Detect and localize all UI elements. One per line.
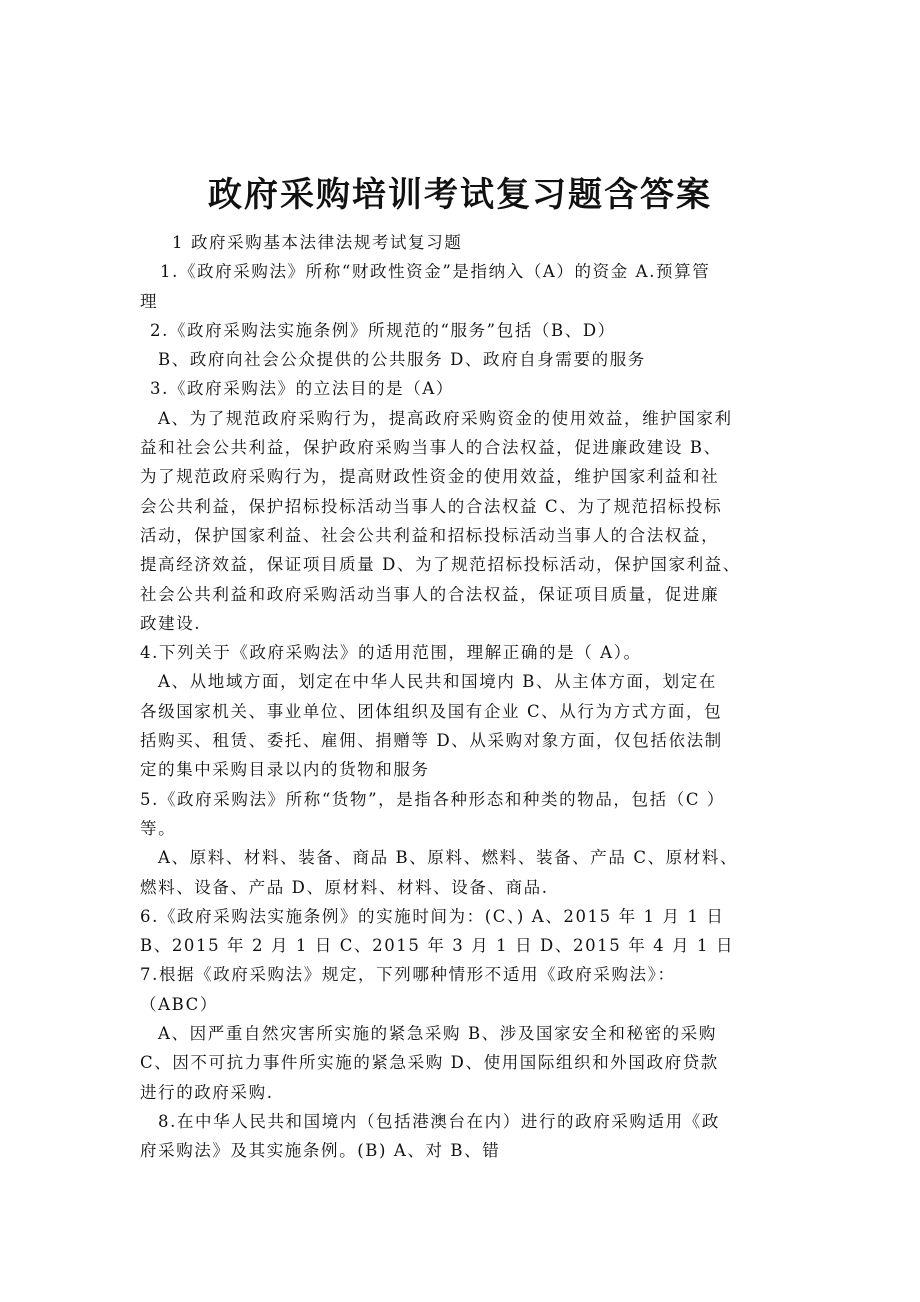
question-2-options: B、政府向社会公众提供的公共服务 D、政府自身需要的服务 (158, 350, 646, 370)
question-3-options-cont: 社会公共利益和政府采购活动当事人的合法权益，保证项目质量，促进廉 (140, 584, 720, 604)
question-7-options-cont: 进行的政府采购. (140, 1082, 274, 1102)
document-body (140, 228, 790, 1166)
question-4-options-cont: 定的集中采购目录以内的货物和服务 (140, 760, 430, 780)
question-7: 7.根据《政府采购法》规定，下列哪种情形不适用《政府采购法》： (140, 965, 676, 985)
question-6-options: B、2015 年 2 月 1 日 C、2015 年 3 月 1 日 D、2015 年 4 月 1 日 (140, 936, 735, 956)
question-8-cont: 府采购法》及其实施条例。(B) A、对 B、错 (140, 1141, 501, 1161)
question-5-cont: 等。 (140, 818, 177, 838)
question-4-options-cont: 各级国家机关、事业单位、团体组织及国有企业 C、从行为方式方面，包 (140, 701, 723, 721)
question-5-options: A、原料、材料、装备、商品 B、原料、燃料、装备、产品 C、原材料、 (158, 848, 739, 868)
question-3: 3.《政府采购法》的立法目的是（A） (150, 379, 454, 399)
question-1-cont: 理 (140, 291, 159, 311)
question-2: 2.《政府采购法实施条例》所规范的“服务”包括（B、D） (150, 320, 616, 340)
question-3-options-cont: 活动，保护国家利益、社会公共利益和招标投标活动当事人的合法权益， (140, 525, 720, 545)
question-7-options: A、因严重自然灾害所实施的紧急采购 B、涉及国家安全和秘密的采购 (158, 1024, 717, 1044)
question-3-options-cont: 会公共利益，保护招标投标活动当事人的合法权益 C、为了规范招标投标 (140, 496, 723, 516)
question-3-options-cont: 政建设. (140, 613, 202, 633)
question-3-options-cont: 益和社会公共利益，保护政府采购当事人的合法权益，促进廉政建设 B、 (140, 438, 722, 458)
question-3-options: A、为了规范政府采购行为，提高政府采购资金的使用效益，维护国家利 (158, 408, 733, 428)
question-4-options: A、从地域方面，划定在中华人民共和国境内 B、从主体方面，划定在 (158, 672, 717, 692)
question-8: 8.在中华人民共和国境内（包括港澳台在内）进行的政府采购适用《政 (158, 1111, 720, 1131)
question-6: 6.《政府采购法实施条例》的实施时间为：(C、) A、2015 年 1 月 1 日 (140, 906, 725, 926)
question-4-options-cont: 括购买、租赁、委托、雇佣、捐赠等 D、从采购对象方面，仅包括依法制 (140, 731, 723, 751)
question-7-answer: （ABC） (140, 994, 218, 1014)
question-5-options-cont: 燃料、设备、产品 D、原材料、材料、设备、商品. (140, 877, 549, 897)
question-5: 5.《政府采购法》所称“货物”，是指各种形态和种类的物品，包括（C ） (140, 789, 725, 809)
question-3-options-cont: 提高经济效益，保证项目质量 D、为了规范招标投标活动，保护国家利益、 (140, 555, 741, 575)
question-3-options-cont: 为了规范政府采购行为，提高财政性资金的使用效益，维护国家利益和社 (140, 467, 720, 487)
document-title: 政府采购培训考试复习题含答案 (208, 175, 712, 215)
question-4: 4.下列关于《政府采购法》的适用范围，理解正确的是（ A）。 (140, 643, 642, 663)
section-heading: 1 政府采购基本法律法规考试复习题 (172, 233, 463, 252)
question-7-options-cont: C、因不可抗力事件所实施的紧急采购 D、使用国际组织和外国政府贷款 (140, 1053, 719, 1073)
question-1: 1.《政府采购法》所称“财政性资金”是指纳入（A）的资金 A.预算管 (160, 262, 711, 282)
